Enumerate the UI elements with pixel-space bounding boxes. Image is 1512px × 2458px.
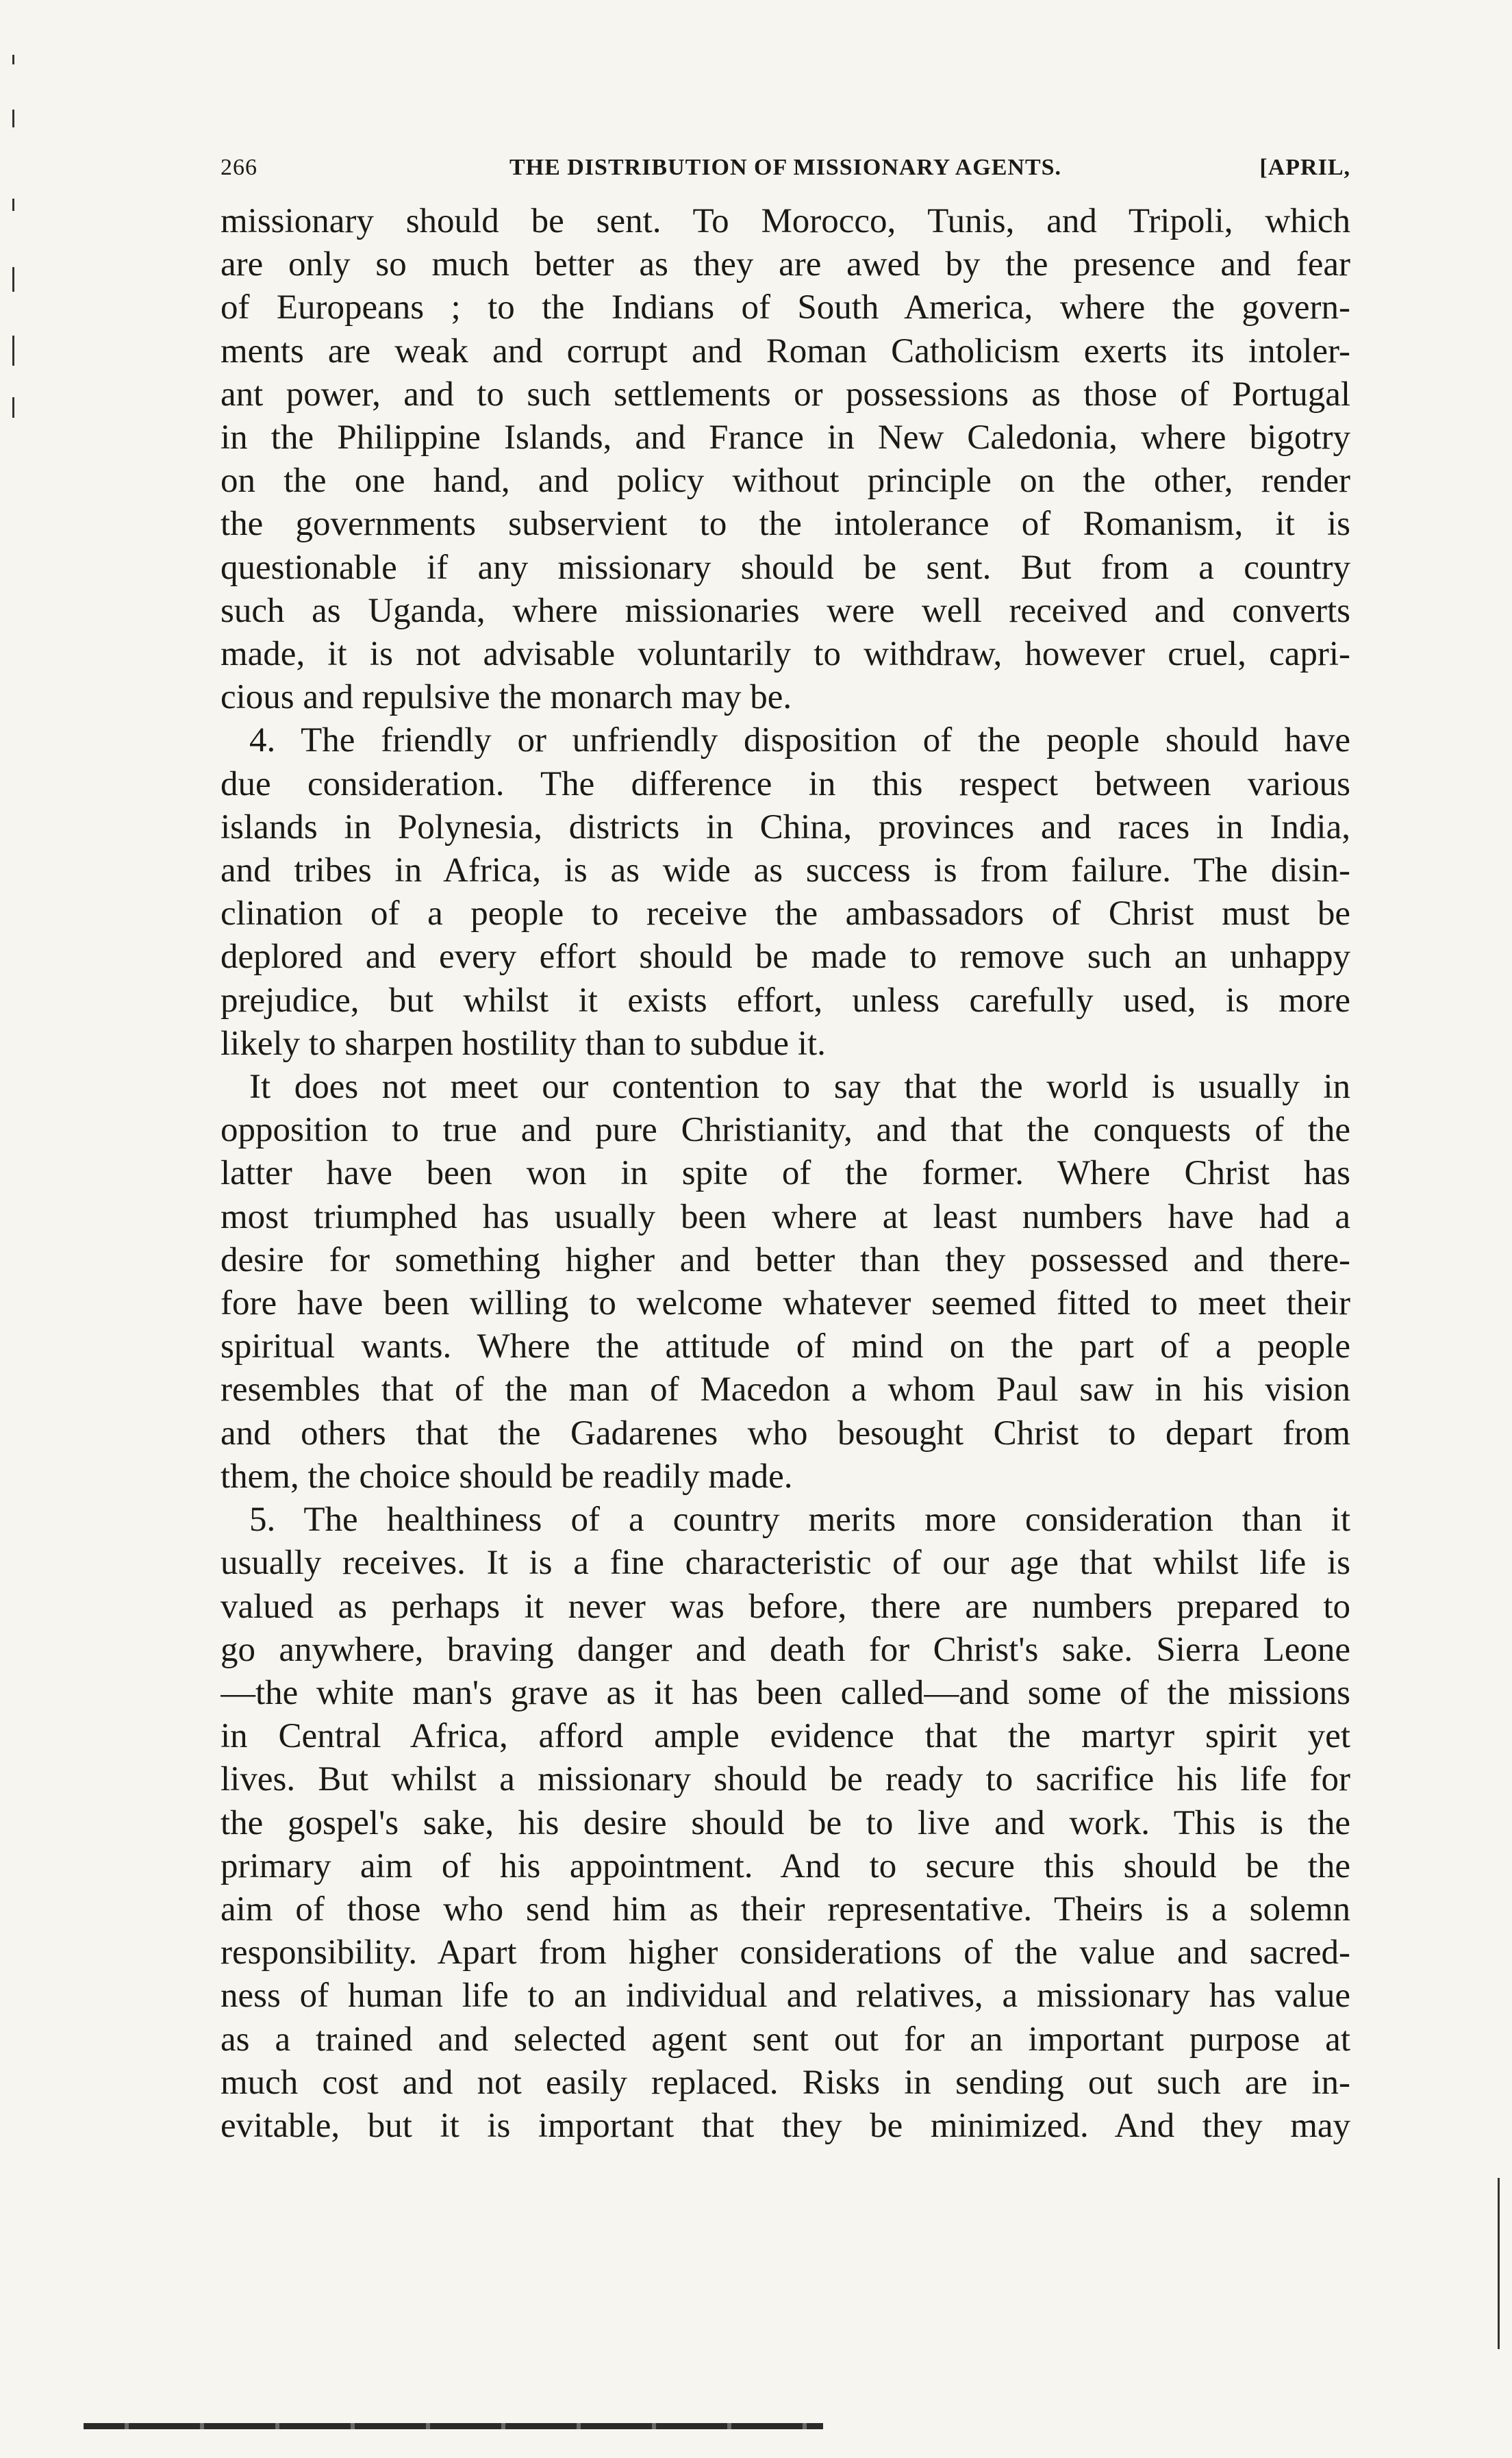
text-line: ments are weak and corrupt and Roman Catholicism exerts its intoler- [220, 331, 1350, 371]
page-number: 266 [220, 155, 257, 180]
text-line: valued as perhaps it never was before, there are numbers prepared to [220, 1587, 1350, 1626]
text-line: —the white man's grave as it has been called—and some of the missions [220, 1673, 1350, 1712]
text-line: 5. The healthiness of a country merits more consideration than it [249, 1501, 1350, 1540]
text-line: them, the choice should be readily made. [220, 1457, 793, 1496]
text-line: usually receives. It is a fine characteristic of our age that whilst life is [220, 1544, 1350, 1583]
text-line: lives. But whilst a missionary should be ready to sacrifice his life for [220, 1760, 1350, 1799]
text-line: latter have been won in spite of the former. Where Christ has [220, 1154, 1350, 1193]
text-line: as a trained and selected agent sent out for an important purpose at [220, 2020, 1350, 2059]
text-line: and others that the Gadarenes who besought Christ to depart from [220, 1414, 1350, 1453]
text-line: in Central Africa, afford ample evidence that the martyr spirit yet [220, 1717, 1350, 1756]
text-line: resembles that of the man of Macedon a whom Paul saw in his vision [220, 1370, 1350, 1409]
text-line: made, it is not advisable voluntarily to withdraw, however cruel, capri- [220, 635, 1350, 674]
text-line: prejudice, but whilst it exists effort, unless carefully used, is more [220, 981, 1350, 1020]
text-line: clination of a people to receive the ambassadors of Christ must be [220, 894, 1350, 933]
text-line: on the one hand, and policy without principle on the other, render [220, 462, 1350, 501]
text-line: go anywhere, braving danger and death for Christ's sake. Sierra Leone [220, 1630, 1350, 1669]
text-line: primary aim of his appointment. And to secure this should be the [220, 1846, 1350, 1885]
text-line: of Europeans ; to the Indians of South America, where the govern- [220, 288, 1350, 327]
text-line: most triumphed has usually been where at least numbers have had a [220, 1197, 1350, 1236]
text-line: cious and repulsive the monarch may be. [220, 678, 792, 717]
text-line: desire for something higher and better than they possessed and there- [220, 1240, 1350, 1279]
text-line: islands in Polynesia, districts in China, provinces and races in India, [220, 807, 1350, 846]
text-line: such as Uganda, where missionaries were well received and converts [220, 591, 1350, 630]
running-date: [APRIL, [1259, 155, 1350, 180]
text-line: ant power, and to such settlements or possessions as those of Portugal [220, 375, 1350, 414]
text-line: and tribes in Africa, is as wide as success is from failure. The disin- [220, 851, 1350, 890]
right-margin-mark [1498, 2178, 1500, 2349]
body-text [220, 200, 1350, 2148]
text-line: 4. The friendly or unfriendly disposition of the people should have [249, 721, 1350, 760]
text-line: aim of those who send him as their representative. Theirs is a solemn [220, 1890, 1350, 1929]
text-line: the gospel's sake, his desire should be to live and work. This is the [220, 1803, 1350, 1842]
text-line: evitable, but it is important that they be minimized. And they may [220, 2106, 1350, 2145]
text-line: questionable if any missionary should be sent. But from a country [220, 548, 1350, 587]
text-line: in the Philippine Islands, and France in New Caledonia, where bigotry [220, 418, 1350, 457]
text-line: missionary should be sent. To Morocco, Tunis, and Tripoli, which [220, 202, 1350, 240]
text-line: much cost and not easily replaced. Risks in sending out such are in- [220, 2063, 1350, 2102]
text-line: fore have been willing to welcome whatever seemed fitted to meet their [220, 1284, 1350, 1323]
text-line: deplored and every effort should be made to remove such an unhappy [220, 938, 1350, 977]
page-header [220, 149, 1350, 190]
text-line: likely to sharpen hostility than to subdue it. [220, 1024, 826, 1063]
text-line: the governments subservient to the intolerance of Romanism, it is [220, 505, 1350, 544]
text-line: It does not meet our contention to say that the world is usually in [249, 1068, 1350, 1107]
scan-edge-rule [84, 2423, 823, 2429]
text-line: spiritual wants. Where the attitude of mind on the part of a people [220, 1327, 1350, 1366]
left-margin-marks [12, 41, 22, 452]
text-line: ness of human life to an individual and relatives, a missionary has value [220, 1977, 1350, 2016]
text-line: responsibility. Apart from higher considerations of the value and sacred- [220, 1933, 1350, 1972]
running-title: THE DISTRIBUTION OF MISSIONARY AGENTS. [509, 155, 1062, 180]
text-line: due consideration. The difference in this respect between various [220, 764, 1350, 803]
text-line: opposition to true and pure Christianity, and that the conquests of the [220, 1111, 1350, 1150]
text-line: are only so much better as they are awed by the presence and fear [220, 245, 1350, 284]
